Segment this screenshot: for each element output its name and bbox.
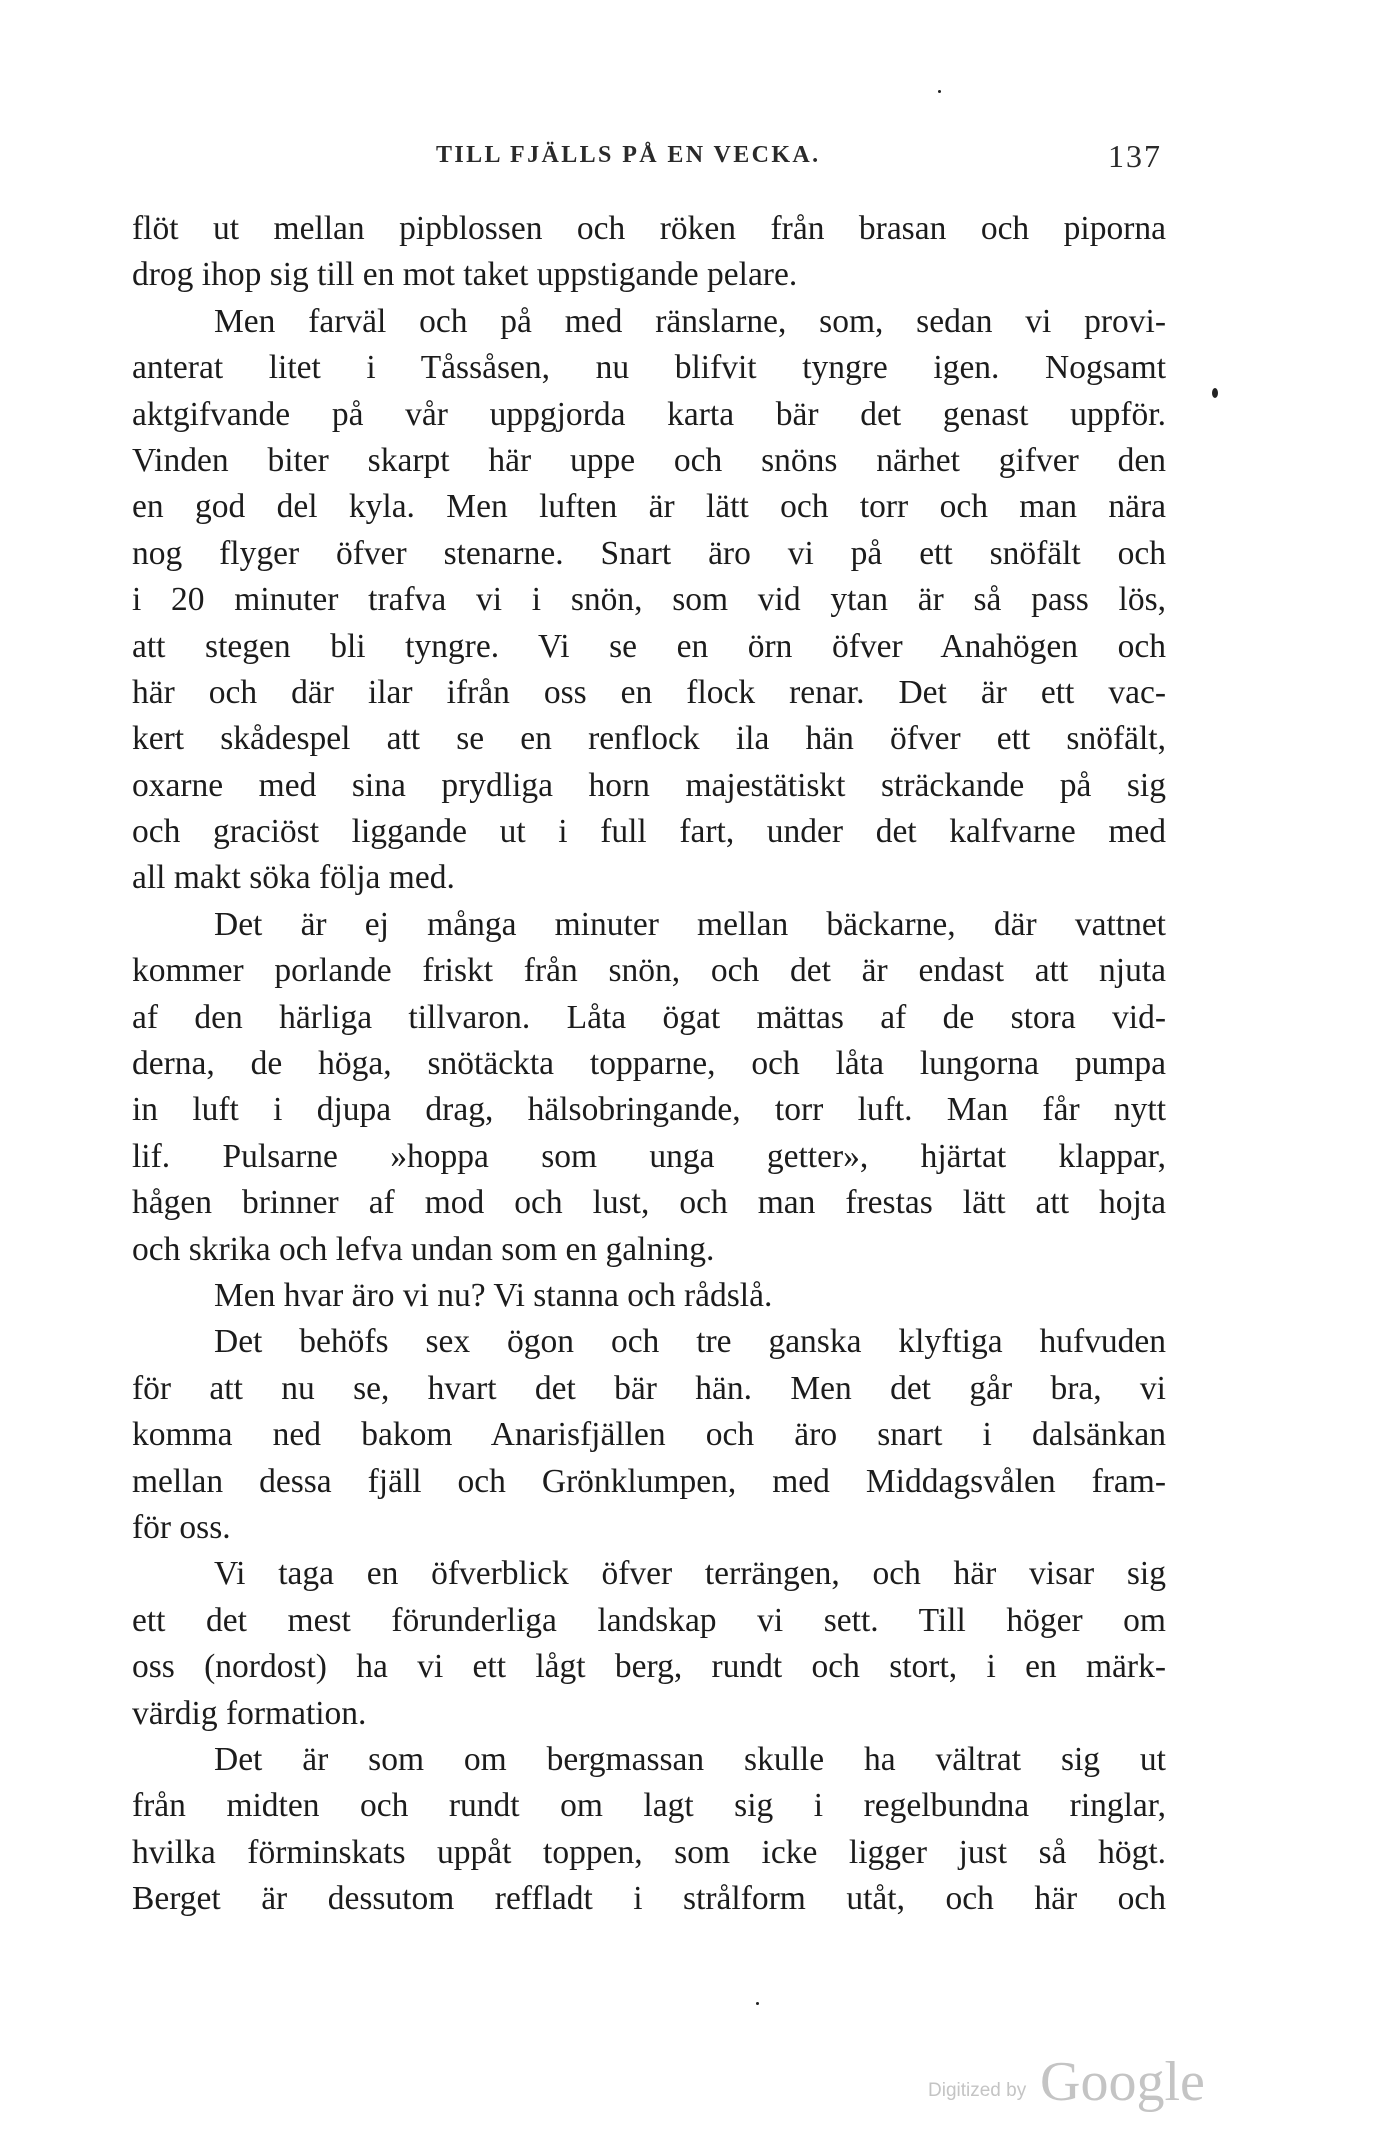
google-logo: Google: [1040, 2051, 1205, 2113]
text-line: anterat litet i Tåssåsen, nu blifvit tyngre igen. Nogsamt: [132, 349, 1166, 387]
ink-speck: [1212, 388, 1218, 398]
text-line: hågen brinner af mod och lust, och man frestas lätt att hojta: [132, 1184, 1166, 1222]
text-line: kommer porlande friskt från snön, och det är endast att njuta: [132, 952, 1166, 990]
text-line: komma ned bakom Anarisfjällen och äro snart i dalsänkan: [132, 1416, 1166, 1454]
text-line: kert skådespel att se en renflock ila hän öfver ett snöfält,: [132, 720, 1166, 758]
text-line: Men hvar äro vi nu? Vi stanna och rådslå.: [214, 1276, 773, 1314]
text-line: derna, de höga, snötäckta topparne, och låta lungorna pumpa: [132, 1045, 1166, 1083]
body-text: [132, 206, 1166, 1922]
text-line: in luft i djupa drag, hälsobringande, torr luft. Man får nytt: [132, 1091, 1166, 1129]
text-line: hvilka förminskats uppåt toppen, som icke ligger just så högt.: [132, 1833, 1166, 1871]
text-line: och skrika och lefva undan som en galning.: [132, 1230, 715, 1268]
text-line: att stegen bli tyngre. Vi se en örn öfver Anahögen och: [132, 627, 1166, 665]
text-line: från midten och rundt om lagt sig i regelbundna ringlar,: [132, 1787, 1166, 1825]
text-line: nog flyger öfver stenarne. Snart äro vi på ett snöfält och: [132, 534, 1166, 572]
text-line: Berget är dessutom reffladt i strålform utåt, och här och: [132, 1880, 1166, 1918]
digitized-watermark: [928, 2050, 1228, 2113]
text-line: Det är ej många minuter mellan bäckarne, där vattnet: [214, 905, 1166, 943]
text-line: för oss.: [132, 1508, 231, 1546]
watermark-prefix: Digitized by: [928, 2080, 1027, 2101]
text-line: en god del kyla. Men luften är lätt och torr och man nära: [132, 488, 1166, 526]
text-line: oss (nordost) ha vi ett lågt berg, rundt och stort, i en märk-: [132, 1648, 1166, 1686]
text-line: Det behöfs sex ögon och tre ganska klyftiga hufvuden: [214, 1323, 1166, 1361]
text-line: all makt söka följa med.: [132, 859, 455, 897]
page-number: 137: [1108, 138, 1162, 174]
ink-speck: [756, 2002, 759, 2005]
text-line: Men farväl och på med ränslarne, som, sedan vi provi-: [214, 302, 1166, 340]
text-line: här och där ilar ifrån oss en flock renar. Det är ett vac-: [132, 673, 1166, 711]
running-title: TILL FJÄLLS PÅ EN VECKA.: [436, 142, 821, 168]
text-line: aktgifvande på vår uppgjorda karta bär det genast uppför.: [132, 395, 1166, 433]
running-head: [0, 138, 1400, 182]
text-line: och graciöst liggande ut i full fart, under det kalfvarne med: [132, 813, 1166, 851]
text-line: ett det mest förunderliga landskap vi sett. Till höger om: [132, 1601, 1166, 1639]
ink-speck: [938, 90, 941, 93]
text-line: Det är som om bergmassan skulle ha vältrat sig ut: [214, 1740, 1166, 1778]
text-line: mellan dessa fjäll och Grönklumpen, med Middagsvålen fram-: [132, 1462, 1166, 1500]
text-line: drog ihop sig till en mot taket uppstigande pelare.: [132, 256, 798, 294]
text-line: Vinden biter skarpt här uppe och snöns närhet gifver den: [132, 441, 1166, 479]
text-line: i 20 minuter trafva vi i snön, som vid ytan är så pass lös,: [132, 581, 1166, 619]
text-line: af den härliga tillvaron. Låta ögat mättas af de stora vid-: [132, 998, 1166, 1036]
text-line: Vi taga en öfverblick öfver terrängen, och här visar sig: [214, 1555, 1166, 1593]
text-line: lif. Pulsarne »hoppa som unga getter», hjärtat klappar,: [132, 1137, 1166, 1175]
text-line: flöt ut mellan pipblossen och röken från brasan och piporna: [132, 210, 1166, 247]
text-line: värdig formation.: [132, 1694, 367, 1732]
text-line: oxarne med sina prydliga horn majestätiskt sträckande på sig: [132, 766, 1166, 804]
text-line: för att nu se, hvart det bär hän. Men det går bra, vi: [132, 1369, 1166, 1407]
